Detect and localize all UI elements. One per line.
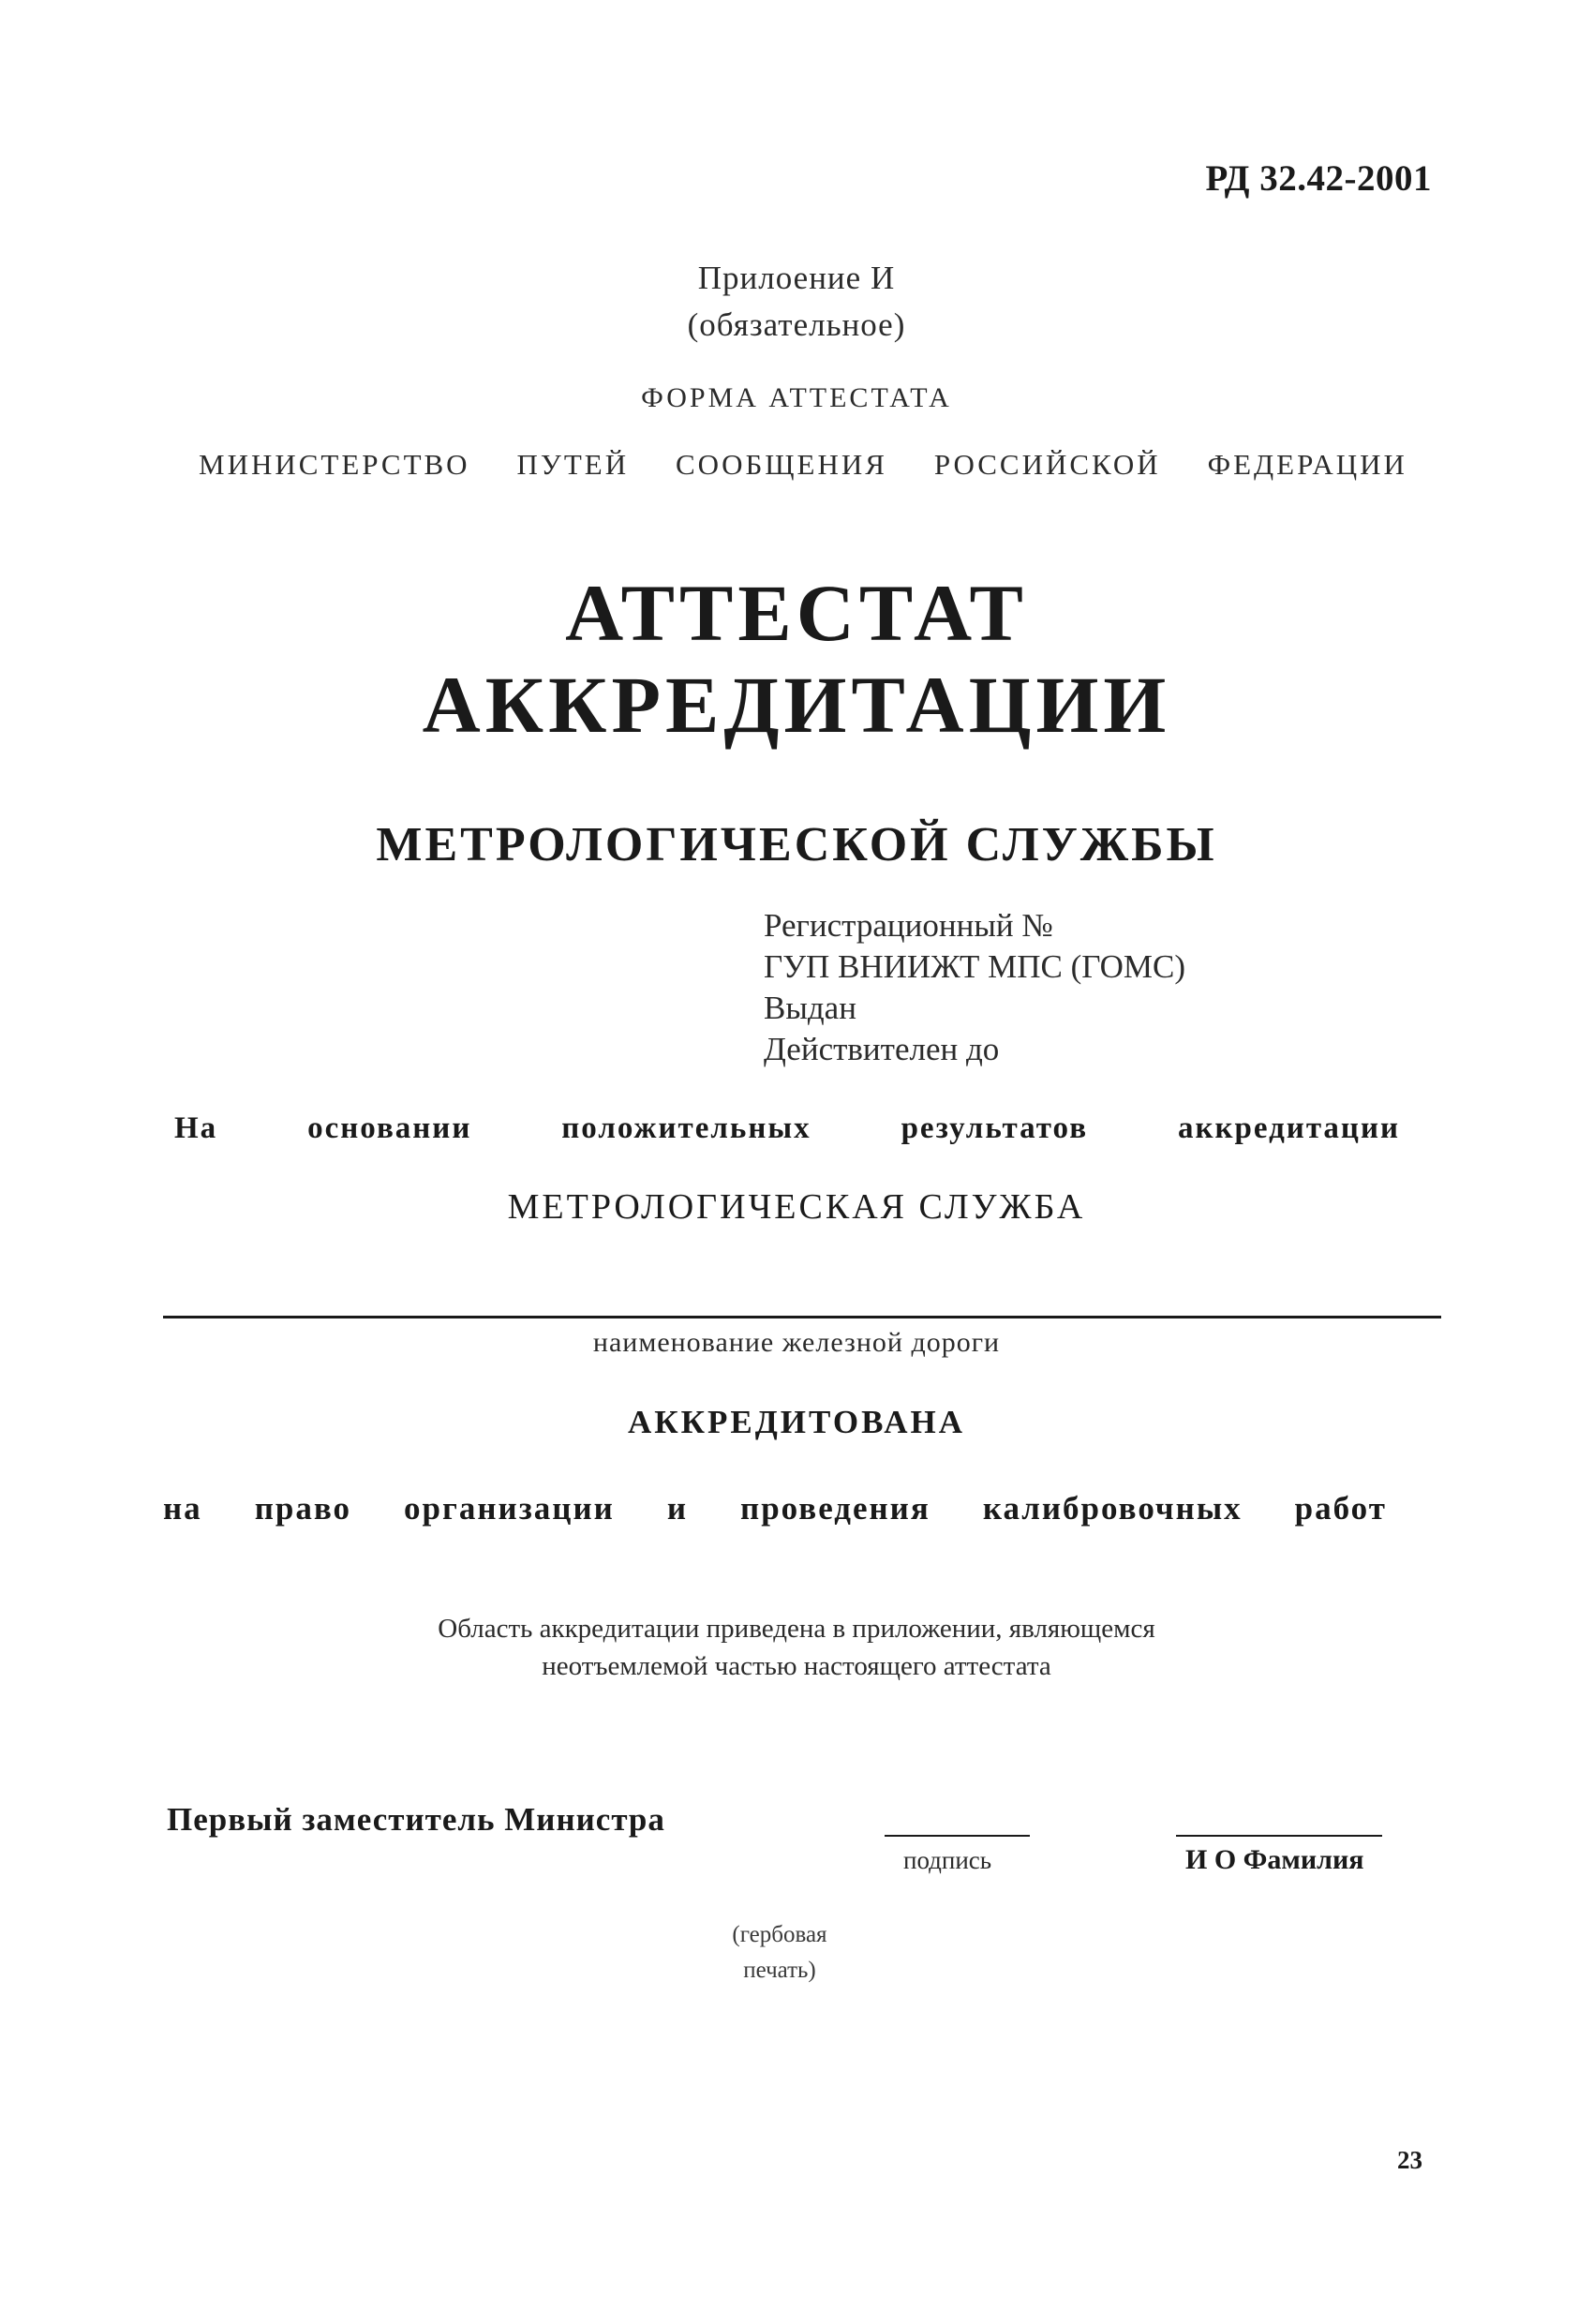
railway-name-line	[163, 1316, 1441, 1318]
basis-word: результатов	[901, 1111, 1089, 1145]
right-statement	[163, 1490, 1387, 1527]
main-title-line-2: АККРЕДИТАЦИИ	[422, 660, 1171, 750]
right-word: на	[163, 1490, 202, 1527]
scope-note	[0, 1610, 1593, 1685]
registration-issued: Выдан	[764, 990, 856, 1026]
signature-caption: подпись	[903, 1846, 992, 1874]
ministry-name	[199, 448, 1407, 482]
ministry-word: МИНИСТЕРСТВО	[199, 448, 470, 481]
seal-note	[705, 1917, 855, 1989]
name-caption: И О Фамилия	[1185, 1844, 1364, 1875]
signature-line	[885, 1835, 1030, 1837]
right-word: проведения	[740, 1490, 930, 1527]
ministry-word: РОССИЙСКОЙ	[933, 448, 1161, 481]
appendix-label	[0, 255, 1593, 349]
service-name: МЕТРОЛОГИЧЕСКАЯ СЛУЖБА	[507, 1187, 1086, 1227]
ministry-word: ФЕДЕРАЦИИ	[1207, 448, 1407, 481]
document-code: РД 32.42-2001	[1205, 158, 1432, 199]
basis-statement	[174, 1111, 1400, 1146]
registration-valid-until: Действителен до	[764, 1031, 1000, 1067]
basis-word: аккредитации	[1178, 1111, 1400, 1145]
signer-title: Первый заместитель Министра	[167, 1801, 665, 1838]
scope-note-line-2: неотъемлемой частью настоящего аттестата	[542, 1651, 1051, 1681]
seal-note-line-1: (гербовая	[732, 1922, 827, 1947]
appendix-line-2: (обязательное)	[687, 306, 906, 343]
main-title-line-1: АТТЕСТАТ	[565, 568, 1028, 658]
right-word: работ	[1294, 1490, 1387, 1527]
ministry-word: СООБЩЕНИЯ	[676, 448, 887, 481]
registration-issuer: ГУП ВНИИЖТ МПС (ГОМС)	[764, 948, 1186, 985]
seal-note-line-2: печать)	[743, 1958, 816, 1983]
railway-name-caption: наименование железной дороги	[592, 1327, 1001, 1358]
scope-note-line-1: Область аккредитации приведена в приложении, являющемся	[438, 1614, 1155, 1644]
right-word: калибровочных	[982, 1490, 1243, 1527]
subtitle: МЕТРОЛОГИЧЕСКОЙ СЛУЖБЫ	[376, 818, 1217, 872]
page-number: 23	[1397, 2146, 1422, 2174]
right-word: право	[254, 1490, 351, 1527]
basis-word: положительных	[561, 1111, 811, 1145]
appendix-line-1: Прилоение И	[697, 260, 896, 296]
accredited-label: АККРЕДИТОВАНА	[627, 1404, 966, 1440]
basis-word: На	[174, 1111, 218, 1145]
registration-block	[764, 905, 1185, 1070]
basis-word: основании	[307, 1111, 472, 1145]
registration-number: Регистрационный №	[764, 907, 1053, 944]
main-title	[0, 567, 1593, 751]
name-line	[1176, 1835, 1382, 1837]
form-title: ФОРМА АТТЕСТАТА	[641, 382, 952, 413]
right-word: и	[666, 1490, 688, 1527]
ministry-word: ПУТЕЙ	[516, 448, 630, 481]
right-word: организации	[404, 1490, 615, 1527]
